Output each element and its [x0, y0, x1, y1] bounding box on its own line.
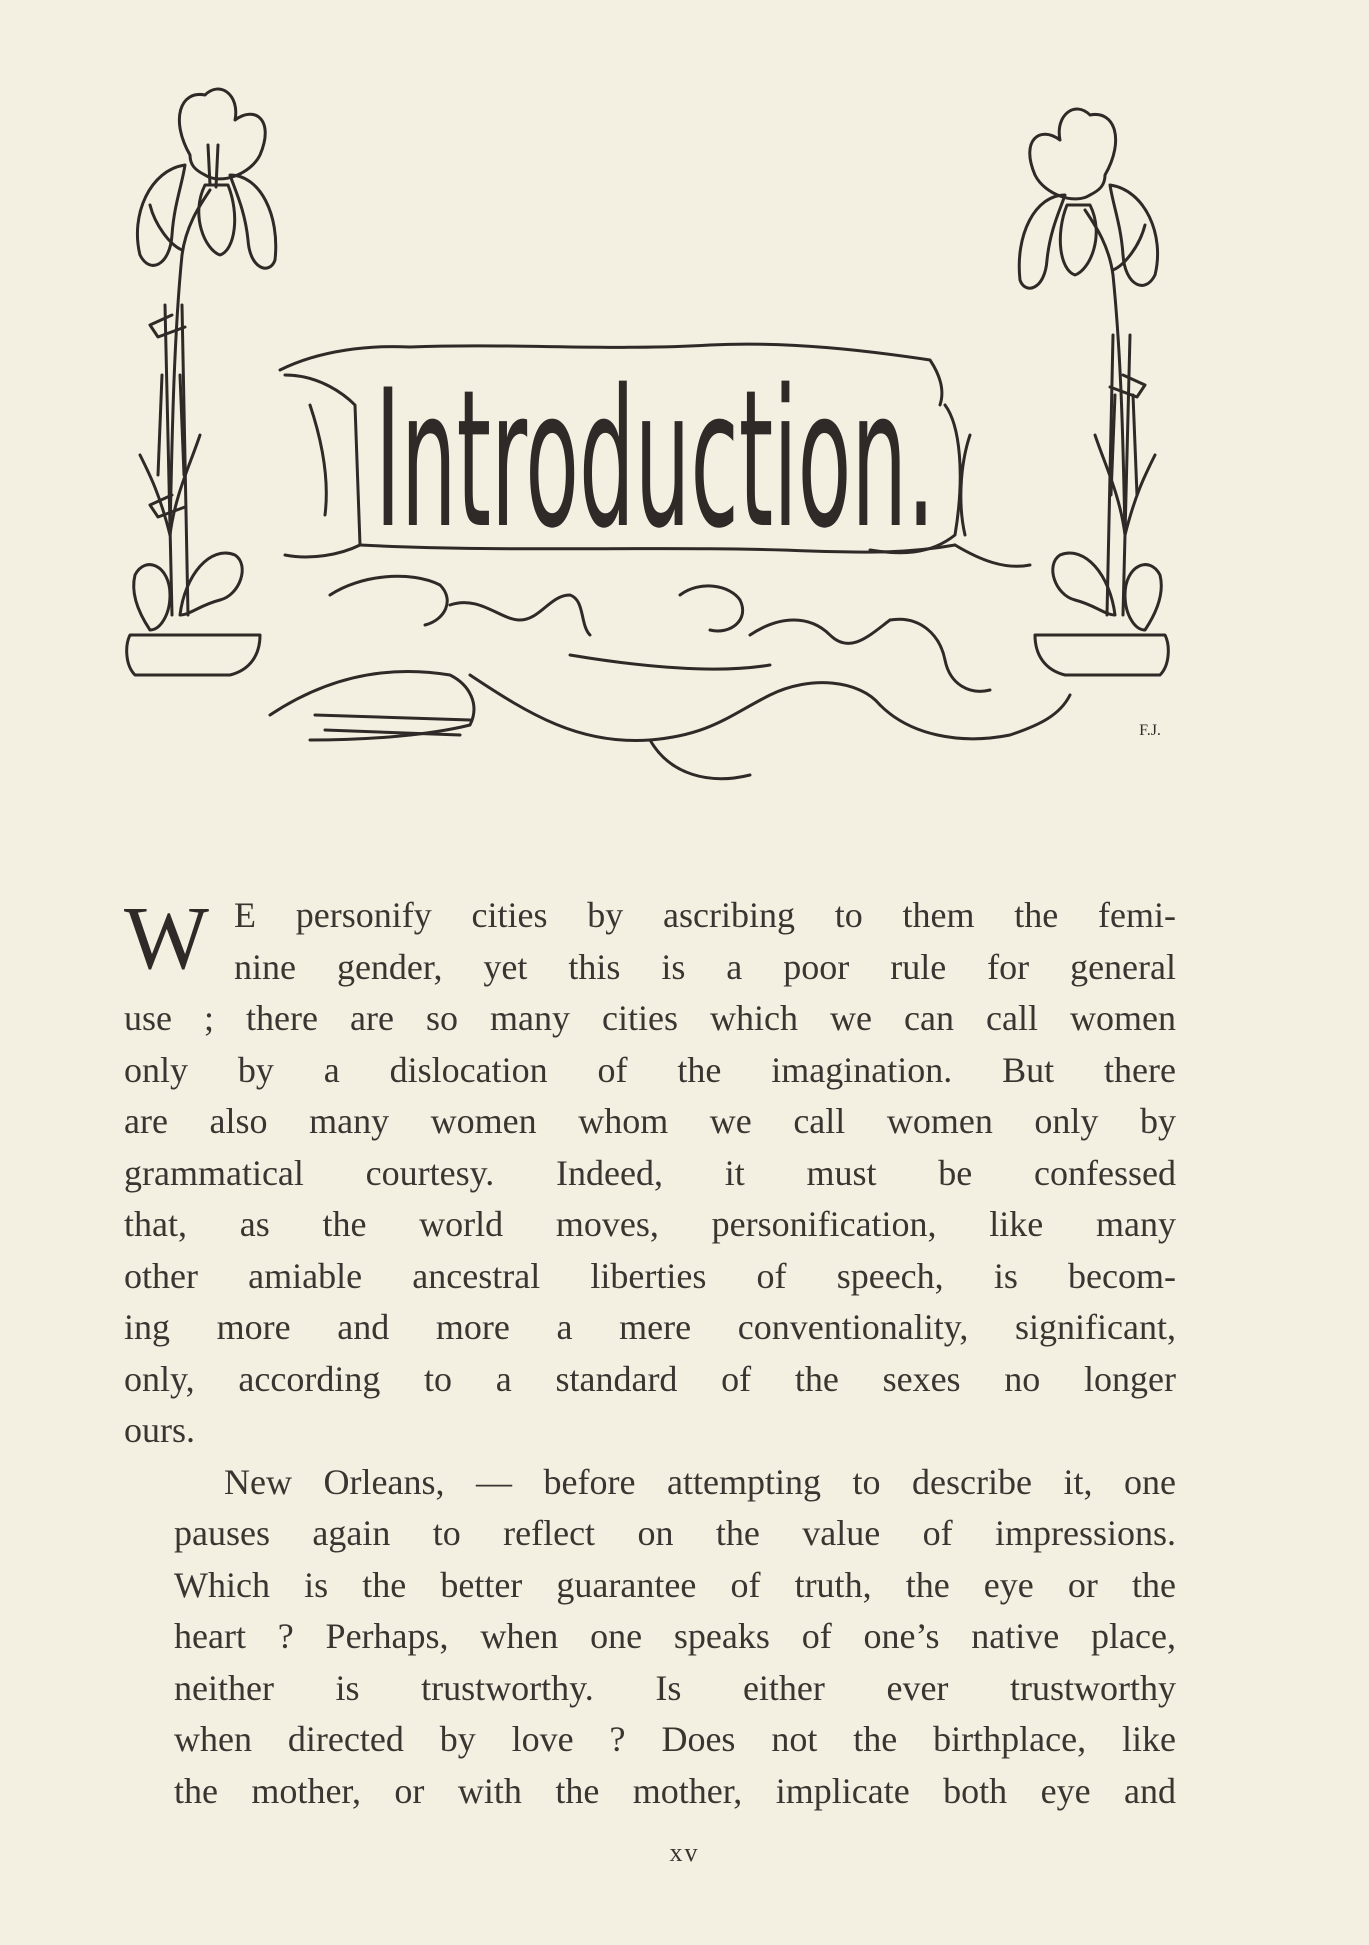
first-word-rest: E	[234, 895, 256, 935]
text-line: only by a dislocation of the imagination. But there	[124, 1049, 1176, 1090]
text-line: only, according to a standard of the sexes no longer	[124, 1358, 1176, 1399]
text-line: that, as the world moves, personification, like many	[124, 1204, 1176, 1244]
text-line	[124, 890, 1176, 942]
text-line: New Orleans, — before attempting to describe it, one	[224, 1461, 1176, 1502]
text-line: ours.	[124, 1410, 195, 1450]
text-line: are also many women whom we call women only by	[124, 1101, 1176, 1141]
right-iris-flower-icon	[1019, 109, 1168, 675]
chapter-title: Introduction.	[375, 349, 935, 570]
text-line: grammatical courtesy. Indeed, it must be confessed	[124, 1152, 1176, 1193]
text-line: the mother, or with the mother, implicate both eye and	[174, 1770, 1176, 1811]
paragraph-2	[124, 1457, 1176, 1818]
iris-banner-illustration	[110, 75, 1185, 810]
artist-initials: F.J.	[1139, 722, 1161, 739]
introduction-headpiece	[110, 75, 1185, 810]
text-line: heart ? Perhaps, when one speaks of one’s native place,	[174, 1616, 1176, 1656]
drop-cap: W	[124, 889, 209, 988]
body-text	[124, 890, 1176, 1817]
paragraph-1	[124, 890, 1176, 1457]
text-line: use ; there are so many cities which we can call women	[124, 998, 1176, 1038]
text-line: other amiable ancestral liberties of speech, is becom-	[124, 1255, 1176, 1296]
left-iris-flower-icon	[127, 89, 276, 675]
flowing-ribbon-icon	[270, 576, 1070, 778]
text-line-content: personify cities by ascribing to them the femi-	[256, 895, 1176, 935]
text-line: pauses again to reflect on the value of impressions.	[174, 1513, 1176, 1553]
text-line: nine gender, yet this is a poor rule for general	[234, 946, 1176, 987]
text-line: neither is trustworthy. Is either ever trustworthy	[174, 1667, 1176, 1708]
page-number: xv	[669, 1838, 700, 1867]
text-line: when directed by love ? Does not the birthplace, like	[174, 1719, 1176, 1759]
text-line: ing more and more a mere conventionality, significant,	[124, 1307, 1176, 1347]
text-line: Which is the better guarantee of truth, the eye or the	[174, 1564, 1176, 1605]
